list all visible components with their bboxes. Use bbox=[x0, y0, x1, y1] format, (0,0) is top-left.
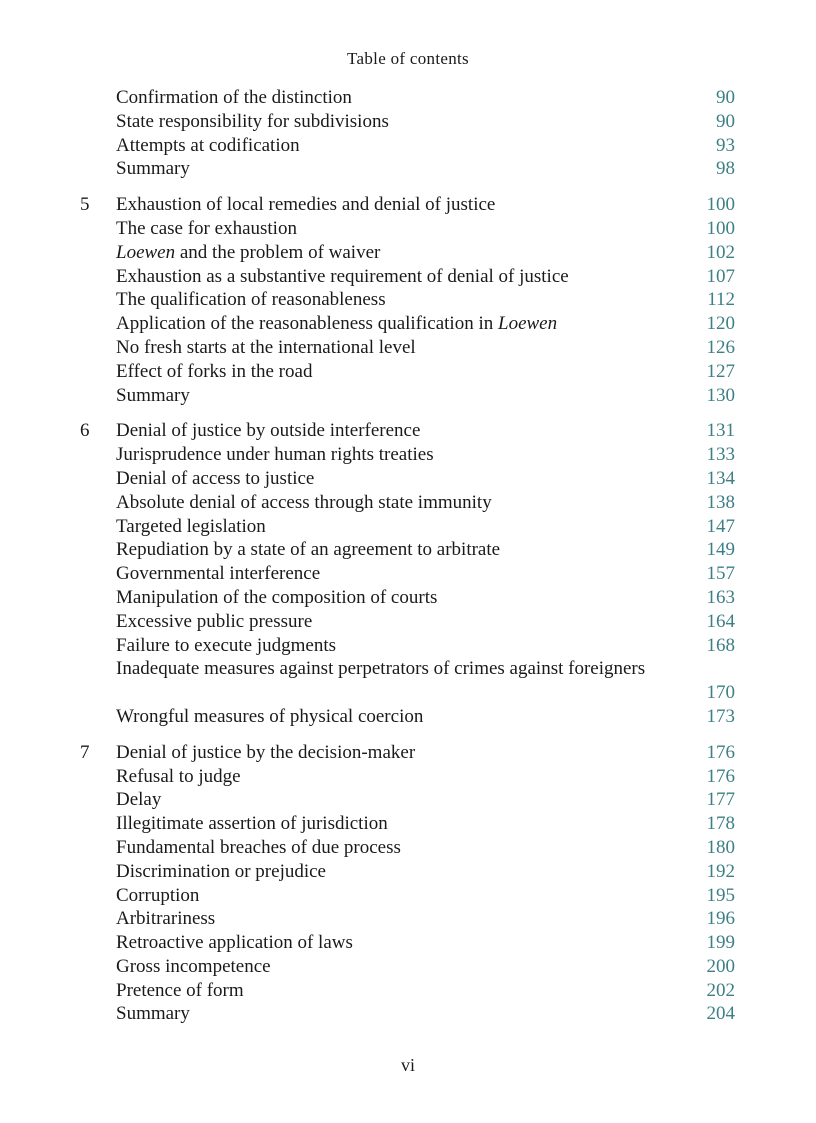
toc-page-number: 195 bbox=[706, 884, 735, 906]
toc-page-number: 126 bbox=[706, 336, 735, 358]
toc-page-number: 168 bbox=[706, 634, 735, 656]
toc-entry-title bbox=[116, 955, 676, 979]
toc-entry[interactable] bbox=[0, 836, 816, 860]
toc-entry-title bbox=[116, 586, 676, 610]
toc-entry-title bbox=[116, 265, 676, 289]
chapter-number: 5 bbox=[80, 194, 90, 216]
toc-page-number: 178 bbox=[706, 813, 735, 835]
toc-entry-title-text: Governmental interference bbox=[116, 563, 321, 585]
toc-page-number: 177 bbox=[706, 789, 735, 811]
toc-entry-title bbox=[116, 515, 676, 539]
chapter-number: 6 bbox=[80, 420, 90, 442]
toc-section-group bbox=[0, 86, 816, 181]
toc-entry-title-text: Jurisprudence under human rights treaties bbox=[116, 444, 434, 466]
toc-entry[interactable] bbox=[0, 907, 816, 931]
toc-entry-title-text: Retroactive application of laws bbox=[116, 932, 353, 954]
toc-chapter-6 bbox=[0, 419, 816, 728]
toc-page-number: 130 bbox=[706, 384, 735, 406]
toc-entry-title-text: Illegitimate assertion of jurisdiction bbox=[116, 813, 388, 835]
toc-page-number: 102 bbox=[706, 241, 735, 263]
toc-entry[interactable] bbox=[0, 788, 816, 812]
toc-entry-title-text: The qualification of reasonableness bbox=[116, 289, 386, 311]
toc-entry-title-text: Denial of justice by outside interference bbox=[116, 420, 421, 442]
toc-entry-title bbox=[116, 157, 676, 181]
toc-entry-title bbox=[116, 241, 676, 265]
toc-entry[interactable] bbox=[0, 610, 816, 634]
toc-entry-title-text: Discrimination or prejudice bbox=[116, 860, 326, 882]
toc-entry-title-text: Fundamental breaches of due process bbox=[116, 836, 401, 858]
toc-page-number: 133 bbox=[706, 444, 735, 466]
toc-entry-title-text: Summary bbox=[116, 1003, 190, 1025]
toc-entry-title-text: The case for exhaustion bbox=[116, 217, 297, 239]
toc-page-number: 100 bbox=[706, 217, 735, 239]
toc-entry-title bbox=[116, 86, 676, 110]
toc-page-number: 176 bbox=[706, 741, 735, 763]
toc-page-number: 157 bbox=[706, 563, 735, 585]
toc-entry-title-text: Denial of access to justice bbox=[116, 467, 315, 489]
toc-entry[interactable] bbox=[0, 467, 816, 491]
toc-entry-title bbox=[116, 110, 676, 134]
toc-entry-title bbox=[116, 634, 676, 658]
toc-entry-title-text: Summary bbox=[116, 384, 190, 406]
toc-entry-title-italic: Loewen bbox=[116, 241, 176, 263]
toc-entry-title bbox=[116, 562, 676, 586]
toc-entry-title bbox=[116, 443, 676, 467]
toc-entry[interactable] bbox=[0, 241, 816, 265]
toc-entry-title bbox=[116, 217, 676, 241]
toc-entry[interactable] bbox=[0, 336, 816, 360]
toc-entry-title-text: Attempts at codification bbox=[116, 134, 300, 156]
toc-entry-title-text: Inadequate measures against perpetrators of crimes against foreigners bbox=[116, 658, 646, 680]
toc-entry-title bbox=[116, 360, 676, 384]
toc-entry-title bbox=[116, 907, 676, 931]
toc-entry[interactable] bbox=[0, 384, 816, 408]
toc-entry[interactable] bbox=[0, 955, 816, 979]
toc-entry-title-text: Effect of forks in the road bbox=[116, 360, 313, 382]
toc-entry-title bbox=[116, 491, 676, 515]
toc-entry[interactable] bbox=[0, 1002, 816, 1026]
toc-page-number: 127 bbox=[706, 360, 735, 382]
toc-entry[interactable] bbox=[0, 110, 816, 134]
toc-entry-title-text: Application of the reasonableness qualification in bbox=[116, 313, 498, 335]
toc-entry[interactable] bbox=[0, 157, 816, 181]
toc-entry-title bbox=[116, 741, 676, 765]
toc-page-number: 112 bbox=[707, 289, 735, 311]
toc-entry-title bbox=[116, 384, 676, 408]
table-of-contents bbox=[0, 86, 816, 1038]
toc-page-number: 164 bbox=[706, 610, 735, 632]
toc-entry[interactable] bbox=[0, 705, 816, 729]
toc-page-number: 176 bbox=[706, 765, 735, 787]
toc-page-number: 100 bbox=[706, 194, 735, 216]
running-head: Table of contents bbox=[347, 49, 469, 68]
toc-page-number: 149 bbox=[706, 539, 735, 561]
toc-entry-title bbox=[116, 812, 676, 836]
toc-entry-title bbox=[116, 312, 676, 336]
toc-entry[interactable] bbox=[0, 265, 816, 289]
toc-entry[interactable] bbox=[0, 931, 816, 955]
toc-entry-title-text: Repudiation by a state of an agreement to arbitrate bbox=[116, 539, 501, 561]
toc-entry-title bbox=[116, 538, 676, 562]
toc-page-number: 131 bbox=[706, 420, 735, 442]
toc-entry-title-text: State responsibility for subdivisions bbox=[116, 110, 389, 132]
toc-page-number: 98 bbox=[716, 158, 735, 180]
toc-entry[interactable] bbox=[0, 657, 816, 705]
toc-entry-title bbox=[116, 419, 676, 443]
toc-entry-title bbox=[116, 467, 676, 491]
toc-entry-title bbox=[116, 1002, 676, 1026]
toc-entry[interactable] bbox=[0, 586, 816, 610]
toc-entry[interactable] bbox=[0, 634, 816, 658]
toc-entry[interactable] bbox=[0, 979, 816, 1003]
toc-entry[interactable] bbox=[0, 884, 816, 908]
toc-page-number: 196 bbox=[706, 908, 735, 930]
toc-page-number: 134 bbox=[706, 467, 735, 489]
toc-entry[interactable] bbox=[0, 515, 816, 539]
toc-entry-title-text: Targeted legislation bbox=[116, 515, 266, 537]
toc-page-number: 200 bbox=[706, 955, 735, 977]
toc-entry-title-text: Arbitrariness bbox=[116, 908, 216, 930]
toc-entry[interactable] bbox=[0, 360, 816, 384]
toc-entry-title-text: Corruption bbox=[116, 884, 200, 906]
toc-entry-title bbox=[116, 657, 661, 681]
toc-entry-title-text: Refusal to judge bbox=[116, 765, 241, 787]
toc-entry-title bbox=[116, 931, 676, 955]
toc-page-number: 120 bbox=[706, 313, 735, 335]
toc-entry[interactable] bbox=[0, 288, 816, 312]
toc-entry[interactable] bbox=[0, 765, 816, 789]
toc-entry-title-text: Wrongful measures of physical coercion bbox=[116, 705, 424, 727]
toc-entry[interactable] bbox=[0, 562, 816, 586]
toc-entry[interactable] bbox=[0, 86, 816, 110]
toc-entry[interactable] bbox=[0, 443, 816, 467]
toc-page-number: 173 bbox=[706, 705, 735, 727]
toc-entry-title bbox=[116, 836, 676, 860]
toc-entry-title bbox=[116, 884, 676, 908]
toc-entry-title bbox=[116, 979, 676, 1003]
toc-entry-title-text: No fresh starts at the international level bbox=[116, 336, 416, 358]
toc-entry-title-text: Denial of justice by the decision-maker bbox=[116, 741, 416, 763]
toc-page-number: 170 bbox=[706, 682, 735, 704]
page-folio: vi bbox=[400, 1055, 415, 1075]
toc-entry[interactable] bbox=[0, 538, 816, 562]
toc-entry[interactable] bbox=[0, 134, 816, 158]
toc-entry-title-text: Confirmation of the distinction bbox=[116, 87, 352, 108]
toc-entry[interactable] bbox=[0, 419, 816, 443]
toc-entry[interactable] bbox=[0, 860, 816, 884]
toc-page-number: 180 bbox=[706, 836, 735, 858]
toc-entry[interactable] bbox=[0, 741, 816, 765]
toc-entry-title-text: Manipulation of the composition of courts bbox=[116, 586, 438, 608]
toc-entry-title bbox=[116, 193, 676, 217]
toc-entry-title bbox=[116, 336, 676, 360]
toc-page-number: 163 bbox=[706, 586, 735, 608]
toc-entry-title bbox=[116, 288, 676, 312]
toc-page-number: 107 bbox=[706, 265, 735, 287]
toc-entry[interactable] bbox=[0, 217, 816, 241]
toc-page-number: 147 bbox=[706, 515, 735, 537]
toc-entry-title bbox=[116, 705, 676, 729]
toc-entry-title-text: Summary bbox=[116, 158, 190, 180]
toc-entry[interactable] bbox=[0, 812, 816, 836]
toc-entry-title-text: Absolute denial of access through state immunity bbox=[116, 491, 492, 513]
chapter-number: 7 bbox=[80, 741, 90, 763]
toc-page-number: 93 bbox=[716, 134, 735, 156]
toc-entry-title bbox=[116, 765, 676, 789]
toc-entry-title bbox=[116, 610, 676, 634]
toc-entry-title-text: Failure to execute judgments bbox=[116, 634, 337, 656]
toc-page-number: 202 bbox=[706, 979, 735, 1001]
toc-entry-title-text: Pretence of form bbox=[116, 979, 244, 1001]
toc-chapter-7 bbox=[0, 741, 816, 1027]
toc-entry-title-text: Excessive public pressure bbox=[116, 610, 313, 632]
toc-entry-title-italic: Loewen bbox=[498, 313, 558, 335]
toc-entry-title bbox=[116, 788, 676, 812]
toc-entry-title-text: Delay bbox=[116, 789, 162, 811]
toc-page-number: 199 bbox=[706, 932, 735, 954]
toc-page-number: 90 bbox=[716, 87, 735, 108]
toc-page-number: 192 bbox=[706, 860, 735, 882]
toc-entry-title bbox=[116, 860, 676, 884]
toc-page-number: 204 bbox=[706, 1003, 735, 1025]
toc-entry-title-text: Exhaustion of local remedies and denial of justice bbox=[116, 194, 496, 216]
toc-entry[interactable] bbox=[0, 193, 816, 217]
toc-entry-title-text: and the problem of waiver bbox=[175, 241, 381, 263]
toc-page-number: 138 bbox=[706, 491, 735, 513]
toc-page-number: 90 bbox=[716, 110, 735, 132]
toc-chapter-5 bbox=[0, 193, 816, 407]
toc-entry-title-text: Exhaustion as a substantive requirement of denial of justice bbox=[116, 265, 569, 287]
toc-entry-title bbox=[116, 134, 676, 158]
toc-entry-title-text: Gross incompetence bbox=[116, 955, 271, 977]
toc-entry[interactable] bbox=[0, 491, 816, 515]
toc-entry[interactable] bbox=[0, 312, 816, 336]
